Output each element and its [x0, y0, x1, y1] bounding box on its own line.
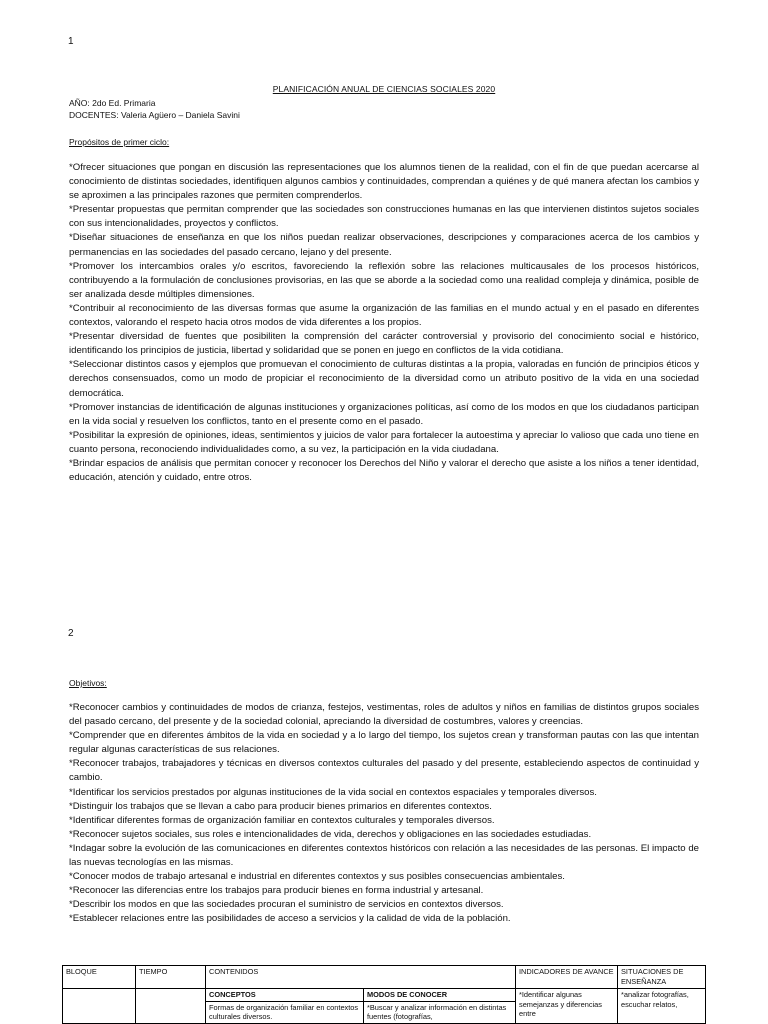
purpose-item: *Ofrecer situaciones que pongan en discusión las representaciones que los alumnos tienen de la realidad, con el fin de que puedan acercarse al conocimiento de distintas sociedades, identifiquen algunos cambios y continuidades, comprendan a quiénes y de qué manera afectan los cambios y se aproximen a las principales razones que permiten comprenderlos. — [69, 162, 699, 202]
objective-item: *Describir los modos en que las sociedades procuran el suministro de servicios en contextos diversos. — [69, 899, 504, 911]
table-row — [63, 989, 706, 1002]
page-number-2: 2 — [68, 628, 74, 639]
purpose-item: *Seleccionar distintos casos y ejemplos que promuevan el conocimiento de culturas distintas a la propia, valoradas en función de principios éticos y derechos consensuados, como un modo de propiciar el reconocimiento de la diversidad como un atributo positivo de la vida en una sociedad democrática. — [69, 359, 699, 399]
cell-bloque — [63, 989, 136, 1024]
subheader-conceptos: CONCEPTOS — [206, 989, 364, 1002]
year-line: AÑO: 2do Ed. Primaria — [69, 98, 156, 108]
page-number-1: 1 — [68, 36, 74, 47]
cell-modos: *Buscar y analizar información en distintas fuentes (fotografías, — [364, 1001, 516, 1023]
cell-indicadores: *Identificar algunas semejanzas y diferencias entre — [516, 989, 618, 1024]
objective-item: *Establecer relaciones entre las posibilidades de acceso a servicios y la calidad de vida de la población. — [69, 913, 511, 925]
purpose-item: *Promover instancias de identificación de algunas instituciones y organizaciones políticas, así como de los modos en que los ciudadanos participan en la vida social y resuelven los conflictos, tanto en el presente como en el pasado. — [69, 401, 699, 427]
purpose-item: *Brindar espacios de análisis que permitan conocer y reconocer los Derechos del Niño y valorar el derecho que asiste a los niños a tener identidad, educación, atención y cuidado, entre otros. — [69, 457, 699, 484]
cell-conceptos: Formas de organización familiar en contextos culturales diversos. — [206, 1001, 364, 1023]
subheader-modos: MODOS DE CONOCER — [364, 989, 516, 1002]
objective-item: *Distinguir los trabajos que se llevan a cabo para producir bienes primarios en diferentes contextos. — [69, 800, 492, 812]
objective-item: *Identificar diferentes formas de organización familiar en contextos culturales y temporales diversos. — [69, 814, 495, 826]
objective-item: *Conocer modos de trabajo artesanal e industrial en diferentes contextos y sus posibles consecuencias ambientales. — [69, 871, 565, 883]
cell-tiempo — [136, 989, 206, 1024]
header-tiempo: TIEMPO — [136, 966, 206, 989]
objective-item: *Reconocer sujetos sociales, sus roles e intencionalidades de vida, derechos y obligaciones en las sociedades estudiadas. — [69, 828, 592, 840]
objectives-list — [69, 701, 699, 927]
objectives-heading: Objetivos: — [69, 678, 107, 688]
cell-situaciones: *analizar fotografías, escuchar relatos, — [618, 989, 706, 1024]
objective-item: *Reconocer las diferencias entre los trabajos para producir bienes en forma industrial y artesanal. — [69, 885, 484, 897]
header-bloque: BLOQUE — [63, 966, 136, 989]
objective-item: *Indagar sobre la evolución de las comunicaciones en diferentes contextos históricos con relación a las necesidades de las personas. El impacto de las nuevas tecnologías en las mismas. — [69, 842, 699, 869]
purpose-item: *Presentar propuestas que permitan comprender que las sociedades son construcciones humanas en las que intervienen distintos sujetos sociales con sus intencionalidades, proyectos y conflictos. — [69, 204, 699, 230]
objective-item: *Reconocer cambios y continuidades de modos de crianza, festejos, vestimentas, roles de adultos y niños en familias de distintos grupos sociales del pasado cercano, del presente y de la sociedad colonial, apreciando la diversidad de costumbres, valores y creencias. — [69, 702, 699, 728]
header-situaciones: SITUACIONES DE ENSEÑANZA — [618, 966, 706, 989]
header-indicadores: INDICADORES DE AVANCE — [516, 966, 618, 989]
document-title: PLANIFICACIÓN ANUAL DE CIENCIAS SOCIALES 2020 — [272, 84, 496, 94]
planning-table — [62, 965, 706, 1024]
purpose-item: *Contribuir al reconocimiento de las diversas formas que asume la organización de las familias en el mundo actual y en el pasado en diferentes contextos, valorando el respeto hacia otros modos de vida diferentes a los propios. — [69, 302, 699, 329]
purposes-heading: Propósitos de primer ciclo: — [69, 137, 170, 147]
objective-item: *Comprender que en diferentes ámbitos de la vida en sociedad y a lo largo del tiempo, los sujetos crean y transforman pautas con las que intentan regular algunas características de sus relaciones. — [69, 730, 699, 756]
objective-item: *Identificar los servicios prestados por algunas instituciones de la vida social en contextos espaciales y temporales diversos. — [69, 786, 597, 798]
purpose-item: *Posibilitar la expresión de opiniones, ideas, sentimientos y juicios de valor para fortalecer la autoestima y apreciar lo valioso que cada uno tiene en cuanto persona, reconociendo individualidades como, a su vez, la participación en la vida ciudadana. — [69, 429, 699, 455]
purposes-list — [69, 161, 699, 485]
purpose-item: *Presentar diversidad de fuentes que posibiliten la comprensión del carácter controversial y provisorio del conocimiento social e histórico, identificando los principios de justicia, libertad y solidaridad que se ponen en juego en conflictos de la vida cotidiana. — [69, 331, 699, 357]
purpose-item: *Promover los intercambios orales y/o escritos, favoreciendo la reflexión sobre las relaciones multicausales de los procesos históricos, contribuyendo a la formulación de conclusiones provisorias, en las que se aborde a la sociedad como una realidad compleja y dinámica, posible de ser analizada desde múltiples dimensiones. — [69, 260, 699, 300]
teachers-line: DOCENTES: Valeria Agüero – Daniela Savini — [69, 110, 240, 120]
table-header-row — [63, 966, 706, 989]
purpose-item: *Diseñar situaciones de enseñanza en que los niños puedan realizar observaciones, descripciones y comparaciones acerca de los cambios y permanencias en las sociedades del pasado cercano, lejano y del presente. — [69, 232, 699, 258]
objective-item: *Reconocer trabajos, trabajadores y técnicas en diversos contextos culturales del pasado y del presente, estableciendo aspectos de continuidad y cambio. — [69, 758, 699, 784]
header-contenidos: CONTENIDOS — [206, 966, 516, 989]
